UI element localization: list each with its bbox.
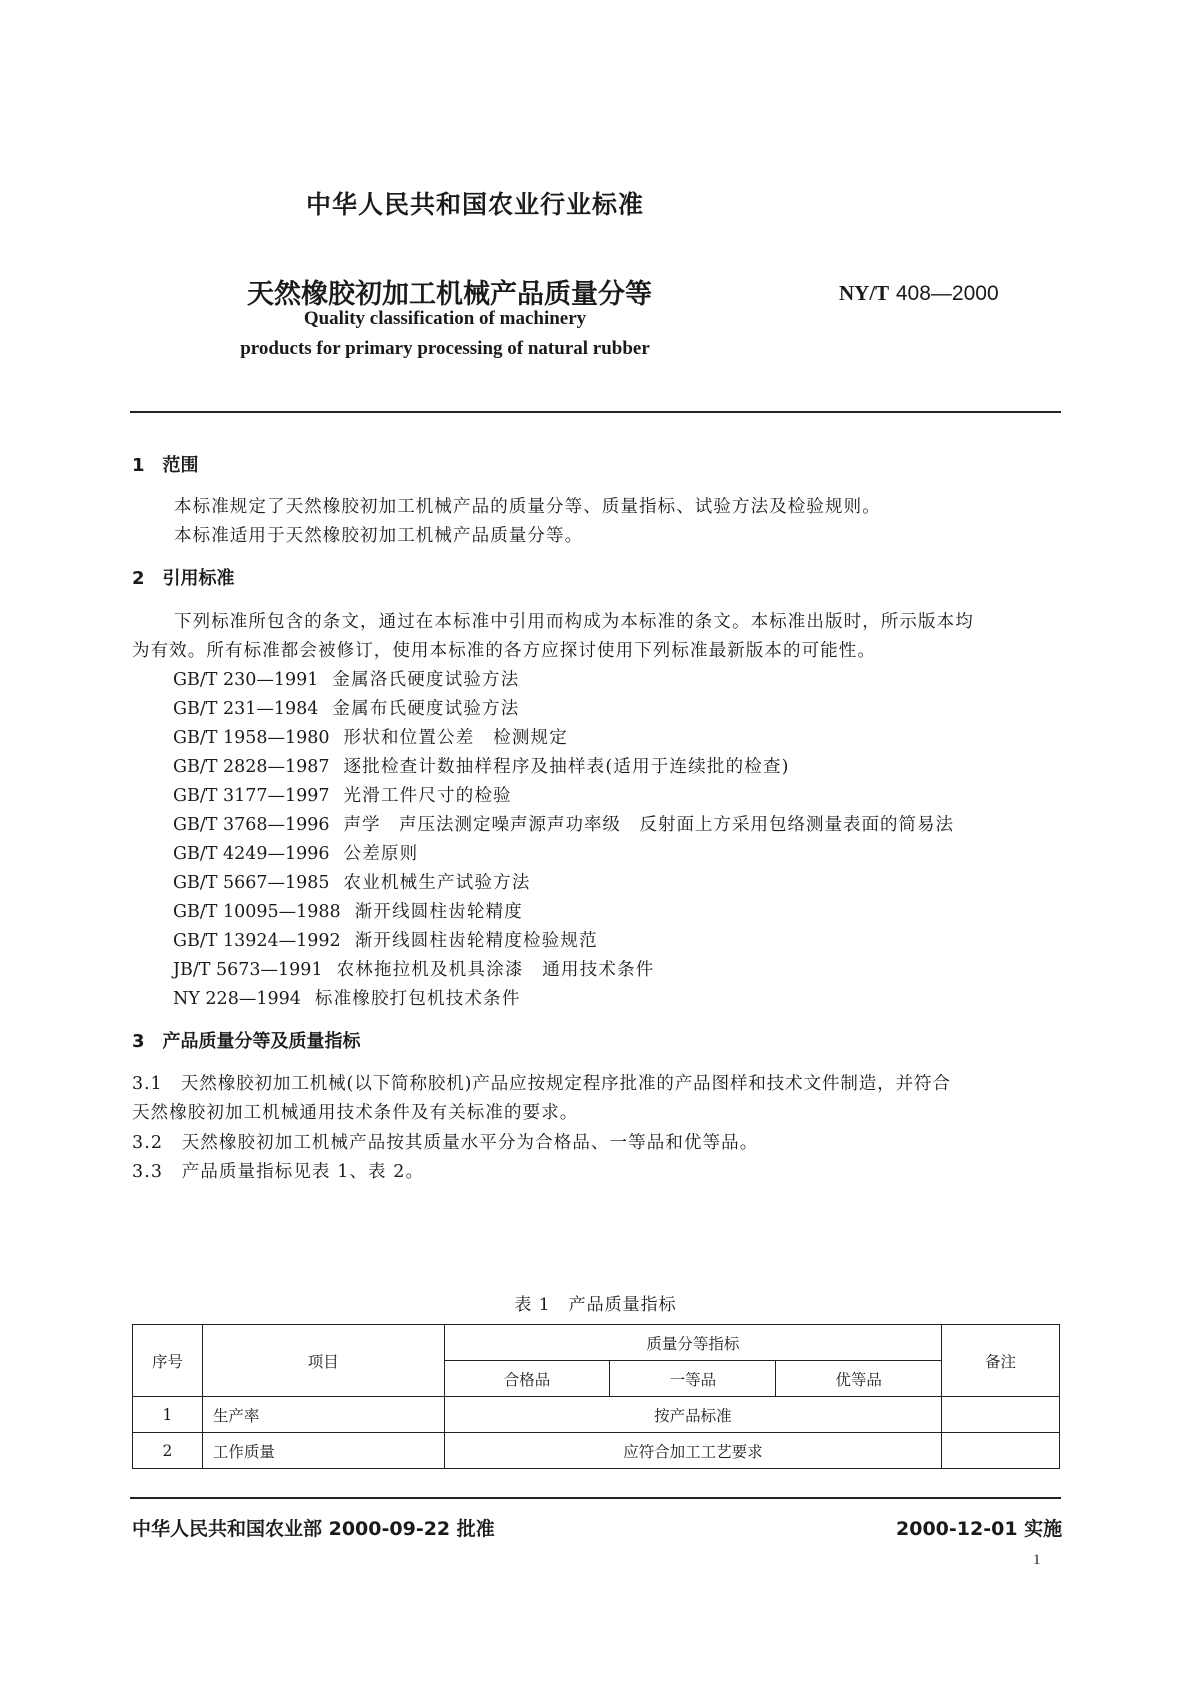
clause-3-1-line1: 3.1 天然橡胶初加工机械(以下简称胶机)产品应按规定程序批准的产品图样和技术文件制造，并符合 <box>132 1074 951 1094</box>
reference-name: 逐批检查计数抽样程序及抽样表(适用于连续批的检查) <box>343 757 790 777</box>
reference-code: JB/T 5673—1991 <box>173 960 323 980</box>
reference-code: GB/T 4249—1996 <box>173 844 330 864</box>
implementation-date: 2000-12-01 实施 <box>896 1518 1063 1540</box>
reference-name: 金属布氏硬度试验方法 <box>332 699 520 719</box>
row-item: 工作质量 <box>202 1433 444 1469</box>
reference-code: NY 228—1994 <box>173 989 301 1009</box>
clause-3-3: 3.3 产品质量指标见表 1、表 2。 <box>132 1162 425 1182</box>
standard-code-prefix: NY/T <box>839 281 890 305</box>
table-row <box>133 1397 1060 1433</box>
reference-name: 形状和位置公差 检测规定 <box>343 728 568 748</box>
row-grade-value: 应符合加工工艺要求 <box>444 1433 941 1469</box>
approval-date: 中华人民共和国农业部 2000-09-22 批准 <box>132 1518 495 1540</box>
row-index: 1 <box>133 1397 203 1433</box>
section1-paragraph: 本标准规定了天然橡胶初加工机械产品的质量分等、质量指标、试验方法及检验规则。 <box>174 497 881 517</box>
section1-heading: 1 范围 <box>132 455 199 476</box>
reference-item <box>173 869 531 894</box>
reference-item <box>173 782 512 807</box>
reference-code: GB/T 10095—1988 <box>173 902 341 922</box>
header-superior: 优等品 <box>776 1361 942 1397</box>
row-grade-value: 按产品标准 <box>444 1397 941 1433</box>
page-number: 1 <box>1033 1552 1041 1568</box>
header-first-class: 一等品 <box>610 1361 776 1397</box>
section2-heading: 2 引用标准 <box>132 568 235 589</box>
section1-paragraph: 本标准适用于天然橡胶初加工机械产品质量分等。 <box>174 526 584 546</box>
table-header-row <box>133 1325 1060 1361</box>
header-qualified: 合格品 <box>444 1361 610 1397</box>
header-item: 项目 <box>202 1325 444 1397</box>
quality-index-table <box>132 1324 1060 1469</box>
reference-item <box>173 840 418 865</box>
reference-item <box>173 724 568 749</box>
header-grade-group: 质量分等指标 <box>444 1325 941 1361</box>
reference-item <box>173 985 521 1010</box>
document-title: 天然橡胶初加工机械产品质量分等 <box>247 279 652 310</box>
reference-name: 声学 声压法测定噪声源声功率级 反射面上方采用包络测量表面的简易法 <box>343 815 955 835</box>
table-row <box>133 1433 1060 1469</box>
footer-divider <box>130 1497 1061 1499</box>
reference-code: GB/T 13924—1992 <box>173 931 341 951</box>
reference-code: GB/T 231—1984 <box>173 699 319 719</box>
reference-name: 金属洛氏硬度试验方法 <box>332 670 520 690</box>
reference-item <box>173 666 519 691</box>
english-title-line2: products for primary processing of natural rubber <box>240 338 650 359</box>
reference-name: 渐开线圆柱齿轮精度 <box>354 902 523 922</box>
row-item: 生产率 <box>202 1397 444 1433</box>
reference-code: GB/T 3177—1997 <box>173 786 330 806</box>
reference-code: GB/T 3768—1996 <box>173 815 330 835</box>
reference-name: 渐开线圆柱齿轮精度检验规范 <box>354 931 598 951</box>
reference-code: GB/T 230—1991 <box>173 670 319 690</box>
english-title-line1: Quality classification of machinery <box>303 308 587 329</box>
section2-intro-line2: 为有效。所有标准都会被修订，使用本标准的各方应探讨使用下列标准最新版本的可能性。 <box>132 641 876 661</box>
reference-item <box>173 898 523 923</box>
header-index: 序号 <box>133 1325 203 1397</box>
reference-name: 公差原则 <box>343 844 419 864</box>
reference-item <box>173 695 519 720</box>
standard-number <box>839 281 999 306</box>
row-remark <box>942 1397 1060 1433</box>
standard-code-number: 408—2000 <box>895 282 999 305</box>
header-divider <box>130 411 1061 413</box>
reference-item <box>173 927 598 952</box>
standard-type: 中华人民共和国农业行业标准 <box>306 190 645 219</box>
reference-name: 农业机械生产试验方法 <box>343 873 531 893</box>
clause-3-1-line2: 天然橡胶初加工机械通用技术条件及有关标准的要求。 <box>132 1103 579 1123</box>
header-remark: 备注 <box>942 1325 1060 1397</box>
reference-item <box>173 811 954 836</box>
reference-name: 标准橡胶打包机技术条件 <box>314 989 521 1009</box>
reference-item <box>173 753 790 778</box>
table1-caption: 表 1 产品质量指标 <box>514 1295 677 1315</box>
reference-code: GB/T 1958—1980 <box>173 728 330 748</box>
reference-code: GB/T 5667—1985 <box>173 873 330 893</box>
reference-name: 农林拖拉机及机具涂漆 通用技术条件 <box>336 960 655 980</box>
row-remark <box>942 1433 1060 1469</box>
reference-item <box>173 956 655 981</box>
section3-heading: 3 产品质量分等及质量指标 <box>132 1031 361 1052</box>
row-index: 2 <box>133 1433 203 1469</box>
reference-code: GB/T 2828—1987 <box>173 757 330 777</box>
section2-intro-line1: 下列标准所包含的条文，通过在本标准中引用而构成为本标准的条文。本标准出版时，所示版本均 <box>174 612 974 632</box>
clause-3-2: 3.2 天然橡胶初加工机械产品按其质量水平分为合格品、一等品和优等品。 <box>132 1133 759 1153</box>
reference-name: 光滑工件尺寸的检验 <box>343 786 512 806</box>
